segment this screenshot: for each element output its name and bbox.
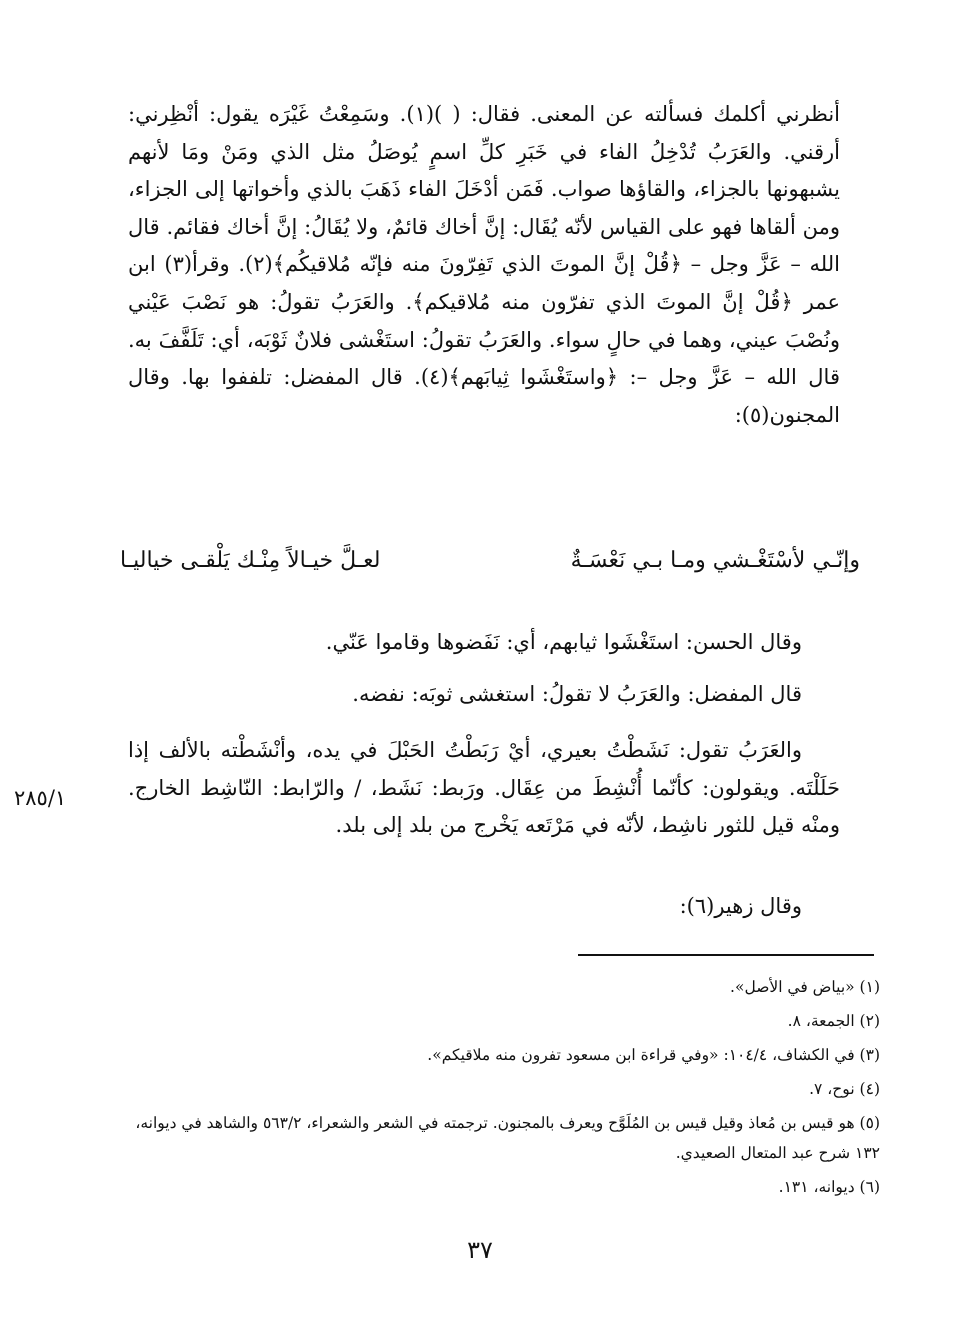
paragraph-mufaddal: قال المفضل: والعَرَبُ لا تقولُ: استغشى ثوبَه: نفضه. — [352, 682, 802, 706]
main-text — [128, 96, 840, 434]
footnote-6: (٦) ديوانه، ١٣١. — [778, 1178, 880, 1196]
paragraph-nashatt: والعَرَبُ تقول: نَشَطْتُ بعيري، أيْ رَبَطْتُ الحَبْلَ في يده، وأنْشَطْته بالألف إذا حَلَلْتَه. ويقولون: كأنّما أُنْشِطَ من عِقَال. ورَبط: نَشَط، / والرّابط: النّاشِط الخارج. ومنْه قيل للثور ناشِط، لأنّه في مَرْتَعه يَخْرج من بلد إلى بلد. — [128, 738, 840, 838]
margin-page-reference: ٢٨٥/١ — [14, 786, 67, 810]
poetry-verse — [120, 536, 860, 586]
paragraph-zuhayr: وقال زهير(٦): — [679, 894, 802, 918]
footnote-4: (٤) نوح، ٧. — [809, 1080, 880, 1098]
footnote-2: (٢) الجمعة، ٨. — [787, 1012, 880, 1030]
footnote-5: (٥) هو قيس بن مُعاذ وقيل قيس بن المُلَوَّح ويعرف بالمجنون. ترجمته في الشعر والشعراء، ٥٦٣/٢ والشاهد في ديوانه، ١٣٢ شرح عبد المتعال الصعيدي. — [135, 1114, 880, 1162]
verse-second-hemistich: لعـلَّ خيـالاً مِنْـك يَلْقـى خياليـا — [120, 548, 381, 573]
paragraph-main: أنظرني أكلمك فسألته عن المعنى. فقال: ( )(١). وسَمِعْتُ غَيْرَه يقول: أنْظِرني: أرقني. والعَرَبُ تُدْخِلُ الفاء في خَبَرِ كلِّ اسمٍ يُوصَلُ مثل الذي ومَنْ ومَا لأنهم يشبهونها بالجزاء، والقاؤها صواب. فَمَن أدْخَلَ الفاء ذَهَبَ بالذي وأخواتها إلى الجزاء، ومن ألقاها فهو على القياس لأنّه يُقَال: إنَّ أخاك قائمٌ، ولا يُقَالُ: إنَّ أخاك فقائم. قال الله – عَزَّ وجل – ﴿قُلْ إنَّ الموتَ الذي تَفِرّونَ منه فإنّه مُلاقيكُم﴾(٢). وقرأ(٣) ابن عمر ﴿قُلْ إنَّ الموتَ الذي تفرّون منه مُلاقيكم﴾. والعَرَبُ تقولُ: هو نَصْبَ عَيْني ونُصْبَ عيني، وهما في حالٍ سواء. والعَرَبُ تقولُ: استَغْشى فلانٌ ثَوْبَه، أي: تَلَفَّفَ به. قال الله – عَزَّ وجل –: ﴿واستَغْشَوا ثِيابَهم﴾(٤). قال المفضل: تلففوا بها. وقال المجنون(٥): — [128, 102, 840, 427]
verse-first-hemistich: وإنّـي لأسْتَغْـشي ومـا بـي نَعْسَـةٌ — [570, 548, 860, 573]
page-number: ٣٧ — [467, 1236, 493, 1264]
paragraph-hasan: وقال الحسن: استَغْشَوا ثيابهم، أي: نَفَضوها وقاموا عَنّي. — [325, 630, 802, 654]
footnote-divider — [578, 954, 874, 956]
footnote-1: (١) «بياض في الأصل». — [730, 978, 880, 996]
footnotes — [128, 970, 880, 1204]
footnote-3: (٣) في الكشاف، ١٠٤/٤: «وفي قراءة ابن مسعود تفرون منه ملاقيكم». — [427, 1046, 880, 1064]
